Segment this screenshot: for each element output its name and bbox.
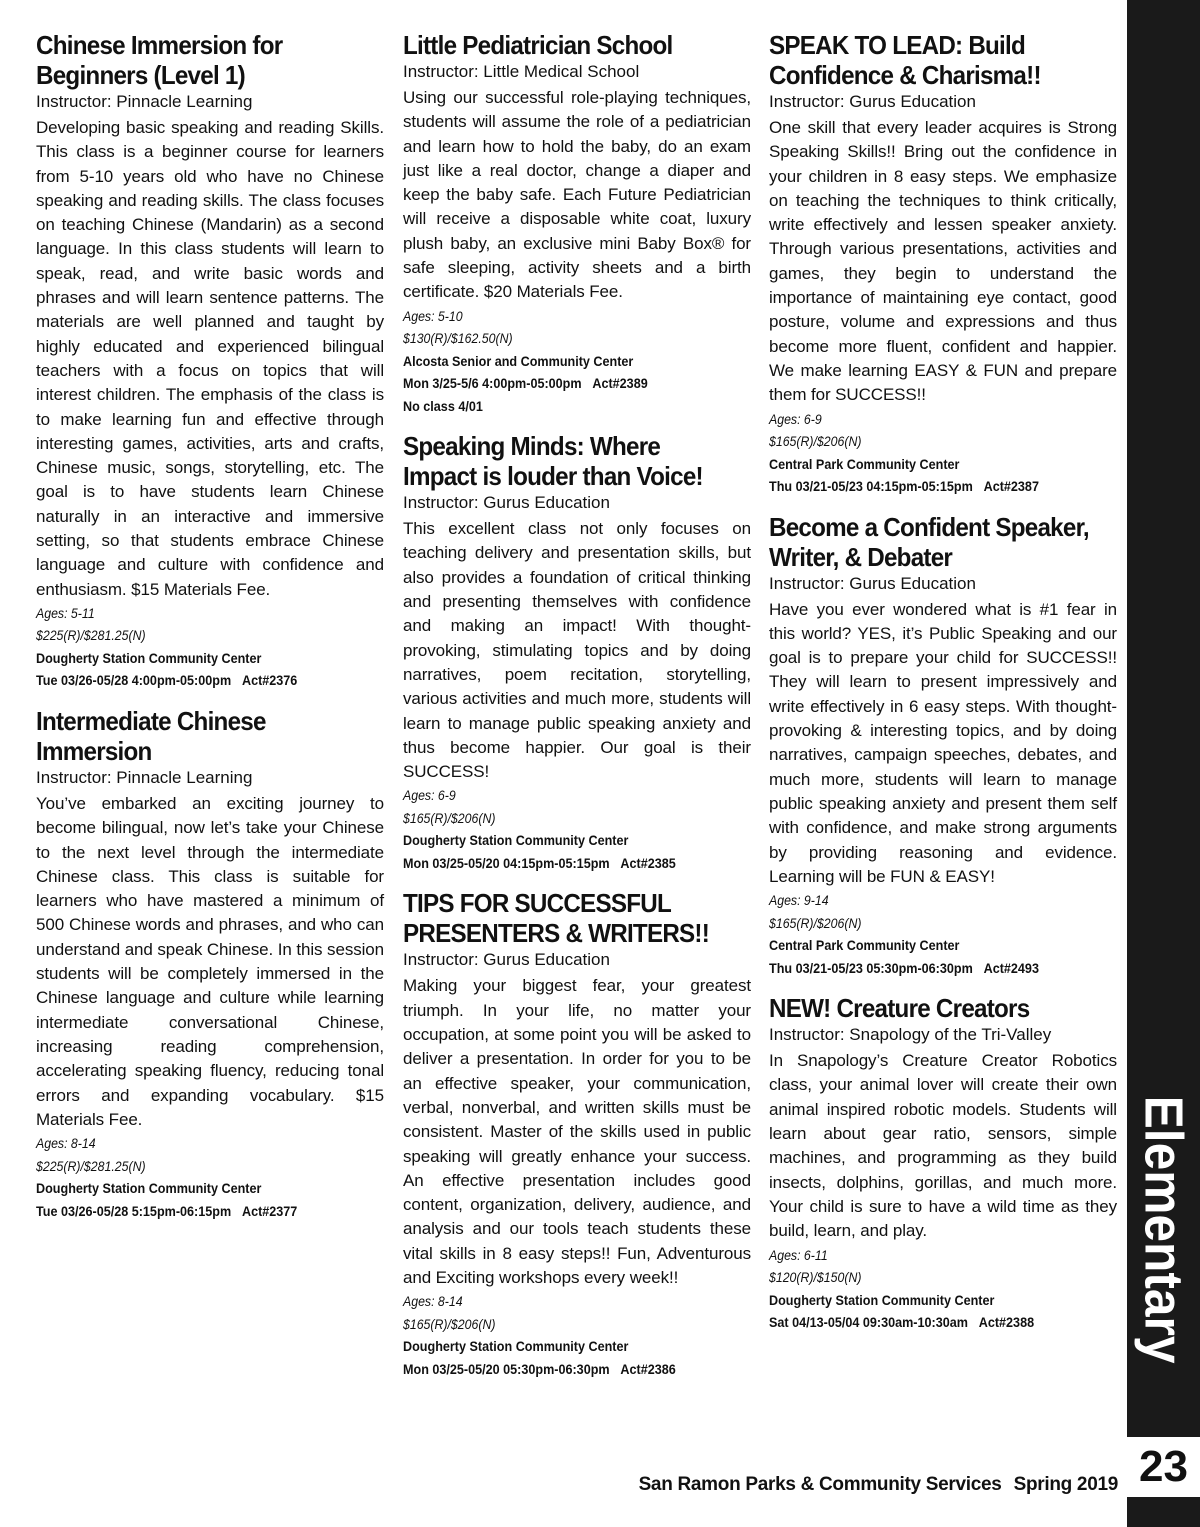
section-label bbox=[1127, 1095, 1200, 1365]
course-schedule-row bbox=[769, 475, 1116, 498]
course-instructor: Instructor: Pinnacle Learning bbox=[36, 767, 253, 787]
course-schedule: Mon 03/25-05/20 04:15pm-05:15pm bbox=[403, 854, 610, 871]
course-title bbox=[403, 431, 753, 491]
course-price: $225(R)/$281.25(N) bbox=[36, 1157, 146, 1174]
course-location: Dougherty Station Community Center bbox=[403, 1338, 629, 1355]
course-title-line: PRESENTERS & WRITERS!! bbox=[403, 918, 710, 949]
course-ages: Ages: 6-11 bbox=[769, 1246, 828, 1263]
course-location: Alcosta Senior and Community Center bbox=[403, 352, 634, 369]
course-schedule-row bbox=[403, 1358, 750, 1381]
course-activity-number: Act#2377 bbox=[241, 1202, 298, 1219]
course-description: Have you ever wondered what is #1 fear in this world? YES, it’s Public Speaking and our goal is to prepare your child for SUCCESS!! They will learn to present impressively and write effectively in 6 easy steps. With thought-provoking & interesting topics, and by doing narratives, campaign speeches, debates, and much more, students will learn to manage public speaking anxiety and present them self with confidence, and make strong arguments by providing reasoning and evidence. Learning will be FUN & EASY! bbox=[769, 599, 1117, 886]
course-title bbox=[403, 30, 753, 60]
course-title-line: Immersion bbox=[36, 735, 152, 766]
course-schedule: Sat 04/13-05/04 09:30am-10:30am bbox=[769, 1314, 968, 1330]
course-instructor: Instructor: Snapology of the Tri-Valley bbox=[769, 1025, 1052, 1045]
course-schedule: Thu 03/21-05/23 04:15pm-05:15pm bbox=[769, 478, 973, 495]
course-schedule: Tue 03/26-05/28 4:00pm-05:00pm bbox=[36, 672, 232, 689]
course-activity-number: Act#2493 bbox=[983, 959, 1039, 976]
course-location: Central Park Community Center bbox=[769, 937, 960, 954]
course-description: Developing basic speaking and reading Skills. This class is a beginner course for learners from 5-10 years old who have no Chinese speaking and reading skills. The class focuses on teaching Chinese (Mandarin) as a second language. In this class students will learn to speak, read, and write basic words and phrases and will learn sentence patterns. The materials are well planned and taught by highly educated and experienced bilingual teachers with a focus on topics that will interest children. The emphasis of the class is to make learning fun and effective through interesting games, activities, arts and crafts, Chinese music, songs, storytelling, etc. The goal is to have students learn Chinese naturally in an interactive and immersive setting, so that students embrace Chinese language and culture with confidence and enthusiasm. $15 Materials Fee. bbox=[36, 118, 384, 599]
course-instructor: Instructor: Gurus Education bbox=[769, 573, 976, 593]
course-location: Central Park Community Center bbox=[769, 455, 960, 472]
course-listing bbox=[403, 888, 751, 1380]
footer-publisher: San Ramon Parks & Community Services bbox=[638, 1474, 1002, 1495]
course-description: Making your biggest fear, your greatest triumph. In your life, no matter your occupation, at some point you will be asked to deliver a presentation. In order for you to be an effective speaker, your communication, verbal, nonverbal, and written skills must be consistent. Master of the skills used in public speaking will greatly enhance your success. An effective presentation includes good content, organization, delivery, audience, and analysis and our tools teach students these vital skills in 8 easy steps!! Fun, Adventurous and Exciting workshops every week!! bbox=[403, 976, 751, 1287]
course-schedule: Mon 3/25-5/6 4:00pm-05:00pm bbox=[403, 375, 582, 392]
course-price: $165(R)/$206(N) bbox=[403, 809, 496, 826]
course-note: No class 4/01 bbox=[403, 397, 483, 414]
course-ages: Ages: 6-9 bbox=[403, 787, 456, 804]
course-listing bbox=[36, 30, 384, 692]
course-location: Dougherty Station Community Center bbox=[36, 649, 262, 666]
course-ages: Ages: 5-10 bbox=[403, 307, 463, 324]
course-ages: Ages: 8-14 bbox=[403, 1293, 463, 1310]
course-schedule: Mon 03/25-05/20 05:30pm-06:30pm bbox=[403, 1360, 610, 1377]
course-activity-number: Act#2385 bbox=[620, 854, 676, 871]
course-instructor: Instructor: Gurus Education bbox=[403, 493, 610, 513]
course-schedule-row bbox=[36, 1200, 383, 1223]
course-activity-number: Act#2376 bbox=[241, 672, 298, 689]
course-ages: Ages: 6-9 bbox=[769, 410, 822, 427]
course-instructor: Instructor: Pinnacle Learning bbox=[36, 92, 253, 111]
footer bbox=[627, 1474, 1118, 1496]
course-details bbox=[769, 889, 1117, 979]
course-activity-number: Act#2386 bbox=[620, 1360, 676, 1377]
course-title-line: Writer, & Debater bbox=[769, 541, 953, 572]
course-details bbox=[769, 408, 1117, 498]
course-listing bbox=[36, 706, 384, 1222]
column-3 bbox=[769, 30, 1117, 1348]
course-title-line: Become a Confident Speaker, bbox=[769, 511, 1089, 542]
course-price: $165(R)/$206(N) bbox=[769, 914, 862, 931]
course-listing bbox=[403, 30, 751, 417]
course-schedule-row bbox=[403, 852, 750, 875]
course-description: Using our successful role-playing techniques, students will assume the role of a pediatrician and learn how to hold the baby, do an exam just like a real doctor, change a diaper and keep the baby safe. Each Future Pediatrician will receive a disposable white coat, luxury plush baby, an exclusive mini Baby Box® for safe sleeping, activity sheets and a birth certificate. $20 Materials Fee. bbox=[403, 88, 751, 302]
course-details bbox=[36, 1132, 384, 1222]
course-description: In Snapology’s Creature Creator Robotics class, your animal lover will create their own animal inspired robotic models. Students will learn about gear ratio, sensors, simple machines, and programming as they build insects, dolphins, gorillas, and much more. Your child is sure to have a wild time as they build, learn, and play. bbox=[769, 1051, 1117, 1241]
section-label-text: Elementary bbox=[1133, 1096, 1194, 1364]
course-instructor: Instructor: Gurus Education bbox=[403, 950, 610, 970]
course-title-line: TIPS FOR SUCCESSFUL bbox=[403, 888, 671, 919]
course-listing bbox=[769, 993, 1117, 1333]
course-title-line: SPEAK TO LEAD: Build bbox=[769, 30, 1026, 60]
course-schedule: Tue 03/26-05/28 5:15pm-06:15pm bbox=[36, 1202, 232, 1219]
course-listing bbox=[769, 512, 1117, 980]
course-description: One skill that every leader acquires is Strong Speaking Skills!! Bring out the confidence in your children in 8 easy steps. We emphasize on teaching the techniques to think critically, write effectively and lessen speaker anxiety. Through various presentations, activities and games, they begin to understand the importance of maintaining eye contact, good posture, volume and expressions and thus become more fluent, confident and happier. We make learning EASY & FUN and prepare them for SUCCESS!! bbox=[769, 118, 1117, 405]
course-activity-number: Act#2389 bbox=[592, 375, 648, 392]
course-description: You’ve embarked an exciting journey to become bilingual, now let’s take your Chinese to the next level through the intermediate Chinese class. This class is suitable for learners who have mastered a minimum of 500 Chinese words and phrases, and who can understand and speak Chinese. In this session students will be completely immersed in the Chinese language and culture while learning intermediate conversational Chinese, increasing reading comprehension, accelerating speaking fluency, reducing tonal errors and expanding vocabulary. $15 Materials Fee. bbox=[36, 793, 385, 1129]
course-details bbox=[769, 1244, 1117, 1334]
course-schedule-row bbox=[403, 372, 750, 395]
course-activity-number: Act#2387 bbox=[983, 478, 1039, 495]
course-ages: Ages: 9-14 bbox=[769, 892, 829, 909]
course-details bbox=[403, 305, 751, 418]
course-schedule: Thu 03/21-05/23 05:30pm-06:30pm bbox=[769, 959, 973, 976]
course-instructor: Instructor: Gurus Education bbox=[769, 92, 976, 111]
course-title bbox=[36, 30, 386, 90]
course-listing bbox=[403, 431, 751, 874]
course-price: $165(R)/$206(N) bbox=[403, 1315, 496, 1332]
course-activity-number: Act#2388 bbox=[978, 1314, 1035, 1330]
course-details bbox=[403, 1290, 751, 1380]
course-listing bbox=[769, 30, 1117, 498]
course-price: $130(R)/$162.50(N) bbox=[403, 330, 513, 347]
course-title bbox=[769, 993, 1119, 1023]
course-title-line: Little Pediatrician School bbox=[403, 30, 673, 60]
column-1 bbox=[36, 30, 384, 1236]
course-title-line: NEW! Creature Creators bbox=[769, 993, 1030, 1024]
column-2 bbox=[403, 30, 751, 1394]
course-instructor: Instructor: Little Medical School bbox=[403, 62, 640, 81]
course-location: Dougherty Station Community Center bbox=[769, 1291, 995, 1308]
course-title-line: Confidence & Charisma!! bbox=[769, 60, 1041, 90]
course-title-line: Intermediate Chinese bbox=[36, 705, 266, 736]
page-number: 23 bbox=[1127, 1437, 1200, 1497]
course-details bbox=[403, 784, 751, 874]
course-description: This excellent class not only focuses on teaching delivery and presentation skills, but also provides a foundation of critical thinking and presenting themselves with confidence and making an impact! With thought-provoking, stimulating topics and by doing narratives, poem recitation, storytelling, various activities and much more, students will learn to manage public speaking anxiety and thus become happier. Our goal is their SUCCESS! bbox=[403, 519, 751, 782]
course-title bbox=[403, 888, 753, 948]
course-schedule-row bbox=[36, 669, 383, 692]
course-title-line: Chinese Immersion for bbox=[36, 30, 283, 60]
course-ages: Ages: 8-14 bbox=[36, 1135, 96, 1152]
course-schedule-row bbox=[769, 1311, 1116, 1334]
course-details bbox=[36, 602, 384, 692]
course-title bbox=[769, 30, 1119, 90]
course-schedule-row bbox=[769, 957, 1116, 980]
course-ages: Ages: 5-11 bbox=[36, 604, 95, 621]
course-title bbox=[769, 512, 1119, 572]
course-title-line: Impact is louder than Voice! bbox=[403, 461, 703, 492]
course-location: Dougherty Station Community Center bbox=[403, 832, 629, 849]
course-title-line: Speaking Minds: Where bbox=[403, 431, 661, 462]
course-title-line: Beginners (Level 1) bbox=[36, 60, 245, 90]
course-price: $165(R)/$206(N) bbox=[769, 433, 862, 450]
course-price: $225(R)/$281.25(N) bbox=[36, 627, 146, 644]
course-title bbox=[36, 706, 386, 766]
course-location: Dougherty Station Community Center bbox=[36, 1180, 262, 1197]
footer-season: Spring 2019 bbox=[1013, 1474, 1118, 1495]
course-price: $120(R)/$150(N) bbox=[769, 1269, 862, 1285]
